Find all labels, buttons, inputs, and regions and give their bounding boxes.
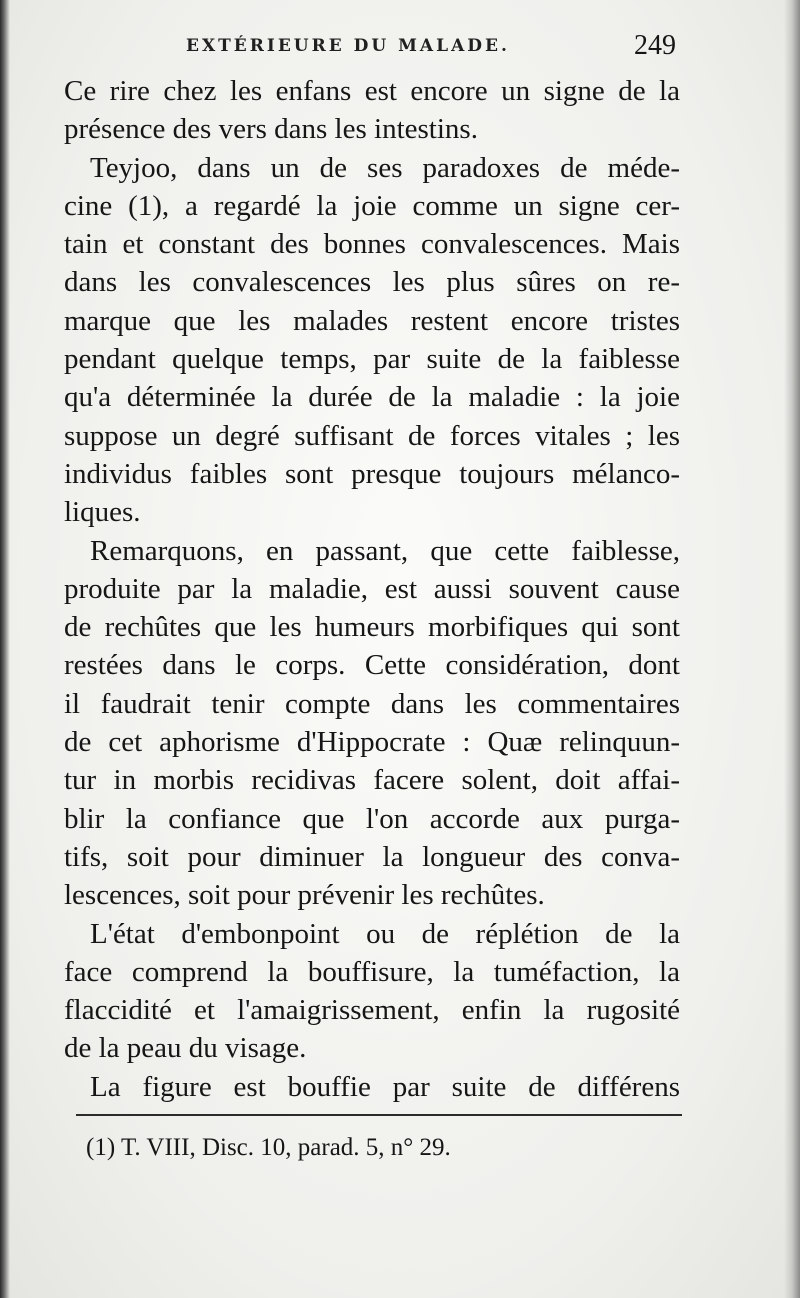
page-header [186,30,680,64]
text-line: de cet aphorisme d'Hippocrate : Quæ relinquun- [64,726,680,759]
text-line: L'état d'embonpoint ou de réplétion de la [90,917,680,950]
text-line: présence des vers dans les intestins. [64,113,478,146]
text-line: qu'a déterminée la durée de la maladie : la joie [64,381,680,414]
text-line: Remarquons, en passant, que cette faiblesse, [90,534,680,567]
text-line: flaccidité et l'amaigrissement, enfin la rugosité [64,994,680,1027]
text-line: individus faibles sont presque toujours mélanco- [64,457,680,490]
text-line: suppose un degré suffisant de forces vitales ; les [64,419,680,452]
text-line: lescences, soit pour prévenir les rechûtes. [64,879,545,912]
text-line: de rechûtes que les humeurs morbifiques qui sont [64,611,680,644]
text-line: de la peau du visage. [64,1032,307,1065]
text-line: liques. [64,496,141,529]
text-line: restées dans le corps. Cette considération, dont [64,649,680,682]
text-line: blir la confiance que l'on accorde aux purga- [64,802,680,835]
running-head: EXTÉRIEURE DU MALADE. [186,36,510,56]
footnote-divider [76,1114,682,1116]
text-line: Ce rire chez les enfans est encore un signe de la [64,75,680,107]
text-line: dans les convalescences les plus sûres on re- [64,266,680,299]
text-line: il faudrait tenir compte dans les commentaires [64,687,680,720]
text-line: marque que les malades restent encore tristes [64,304,680,337]
text-line: tur in morbis recidivas facere solent, doit affai- [64,764,680,797]
page-binding-shadow [0,0,10,1298]
text-line: produite par la maladie, est aussi souvent cause [64,572,680,605]
text-line: Teyjoo, dans un de ses paradoxes de méde- [90,151,680,184]
footnote: (1) T. VIII, Disc. 10, parad. 5, n° 29. [86,1134,451,1161]
text-line: La figure est bouffie par suite de différens [90,1070,680,1103]
text-line: tain et constant des bonnes convalescences. Mais [64,228,680,261]
body-text [64,72,680,1106]
page-edge-shadow [784,0,800,1298]
text-line: pendant quelque temps, par suite de la faiblesse [64,343,680,376]
text-line: cine (1), a regardé la joie comme un signe cer- [64,189,680,222]
page-number: 249 [634,30,676,61]
text-line: face comprend la bouffisure, la tuméfaction, la [64,955,680,988]
text-line: tifs, soit pour diminuer la longueur des conva- [64,840,680,873]
